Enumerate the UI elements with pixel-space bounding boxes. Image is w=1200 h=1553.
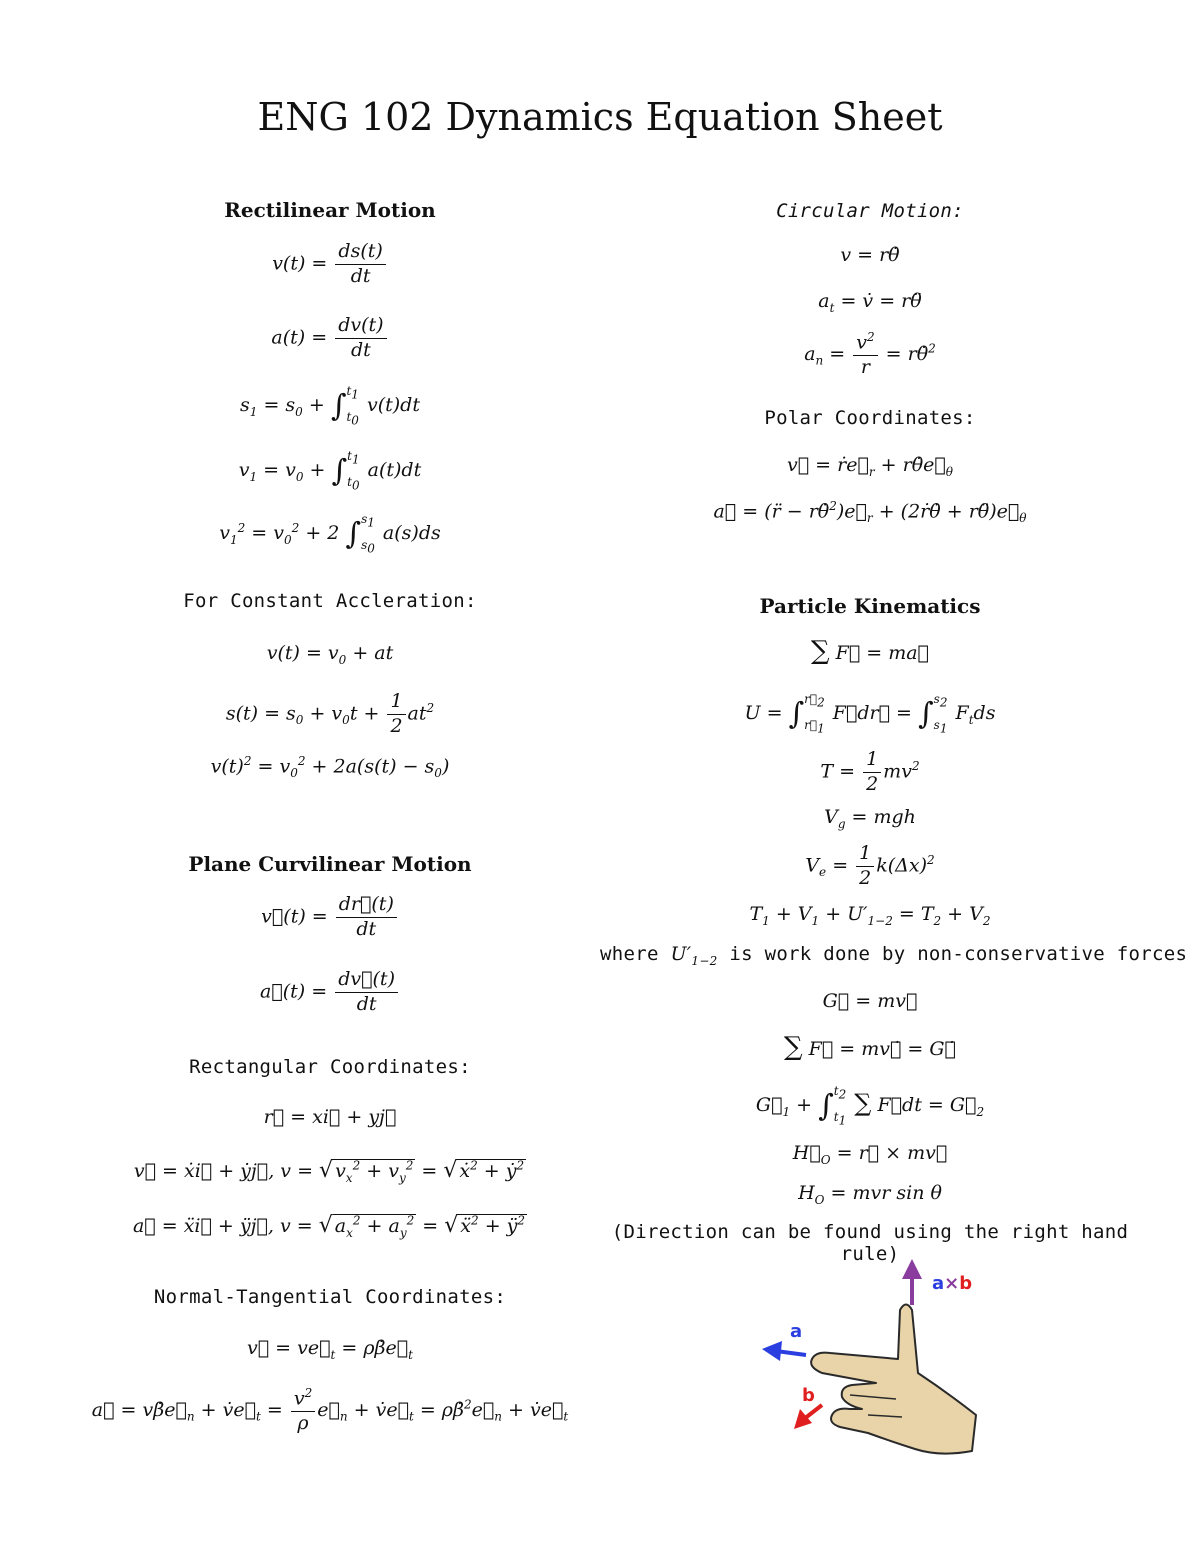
eq-polar-acceleration: a⃗ = (r̈ − $r\thetȧ^2)e⃗_r$ + (2ṙθ̇ + $r\thetä)e⃗_\theta$ (713, 499, 1027, 526)
nt-coords-label: Normal-Tangential Coordinates: (153, 1286, 507, 1308)
eq-angular-momentum: $H⃗_O$ = r⃗ × mv⃗ (792, 1142, 948, 1167)
eq-velocity: v(t) = $\frac{ds(t)}{dt}$ (80, 240, 580, 289)
eq-polar-velocity: v⃗ = $ṙe⃗_r$ + $r\thetȧe⃗_\theta$ (786, 454, 954, 479)
page-title: ENG 102 Dynamics Equation Sheet (257, 95, 943, 139)
eq-circ-velocity: v = rθ̇ (840, 244, 900, 266)
eq-const-velocity-squared: $v(t)^2 = v_0^2 + 2a(s(t) - s_0)$ (210, 754, 450, 781)
polar-label: Polar Coordinates: (764, 407, 976, 429)
eq-momentum: G⃗ = mv⃗ (822, 990, 918, 1012)
note-suffix: is work done by non-conservative forces (729, 943, 1188, 965)
eq-acceleration: a(t) = $\frac{dv(t)}{dt}$ (80, 314, 580, 363)
particle-heading: Particle Kinematics (759, 594, 981, 618)
nonconservative-note: where $U'_{1-2}$ is work done by non-conservative forces (600, 943, 1188, 968)
eq-nt-acceleration: a⃗ = $v\betȧe⃗_n$ + $v̇e⃗_t$ = $\frac{v^2}{\rho}$ $e⃗_n$ + $v̇e⃗_t$ = $\rho\betȧ^2e⃗_n$ + $v̇e⃗_t$ (91, 1386, 569, 1435)
eq-const-velocity: $v(t) = v_0$ + at (266, 642, 394, 667)
eq-circ-tangential: $a_t$ = v̇ = rθ̈ (818, 290, 922, 315)
cross-label-b: b (959, 1273, 973, 1294)
eq-rect-position: r⃗ = xi⃗ + yj⃗ (263, 1106, 397, 1128)
eq-const-position: $s(t) = s_0 + v_0t$ + $\frac{1}{2}$ $at^2$ (225, 690, 435, 737)
label-b: b (802, 1385, 815, 1406)
cross-label-a: a (932, 1273, 945, 1294)
eq-curv-velocity: v⃗(t) = $\frac{dr⃗(t)}{dt}$ (80, 893, 580, 942)
eq-gravity-potential: $V_g$ = mgh (824, 806, 916, 831)
eq-velocity-integral: $v_1 = v_0$ + ∫ $t_1$ $t_0$ a(t)dt (238, 449, 422, 493)
eq-work: U = ∫ $r⃗_2$ $r⃗_1$ F⃗dr⃗ = ∫ $s_2$ $s_1$ $F_tds$ (744, 692, 996, 736)
eq-curv-acceleration: a⃗(t) = $\frac{dv⃗(t)}{dt}$ (80, 968, 580, 1017)
eq-energy-conservation: $T_1 + V_1 + U'_{1-2} = T_2 + V_2$ (749, 903, 991, 928)
eq-nt-velocity: v⃗ = $ve⃗_t$ = $\rho\betȧe⃗_t$ (247, 1337, 413, 1362)
eq-newton: ∑ F⃗ = ma⃗ (811, 636, 929, 666)
right-hand-note: (Direction can be found using the right hand rule) (611, 1221, 1129, 1265)
curvilinear-heading: Plane Curvilinear Motion (188, 852, 472, 876)
note-prefix: where (600, 943, 659, 965)
eq-circ-normal: $a_n$ = $\frac{v^2}{r}$ = rθ̇$^2$ (804, 330, 936, 379)
hand-icon (811, 1305, 976, 1454)
circular-label: Circular Motion: (776, 200, 964, 222)
constant-accel-label: For Constant Accleration: (183, 590, 477, 612)
cross-label-x: × (944, 1273, 960, 1294)
eq-impulse: $G⃗_1$ + ∫ $t_2$ $t_1$ ∑ F⃗dt = $G⃗_2$ (755, 1084, 985, 1128)
eq-rect-velocity: v⃗ = ẋi⃗ + ẏj⃗, v = √ $v_x^2 + v_y^2$ = √ ẋ$^2$ + ẏ$^2$ (133, 1158, 525, 1185)
right-hand-rule-figure (750, 1255, 990, 1465)
eq-velocity-squared-integral: $v_1^2 = v_0^2 + 2$ ∫ $s_1$ $s_0$ a(s)ds (219, 512, 441, 556)
eq-rect-acceleration: a⃗ = ẍi⃗ + ÿj⃗, v = √ $a_x^2 + a_y^2$ = √ ẍ$^2$ + $ÿ^2$ (132, 1213, 526, 1240)
label-a: a (790, 1321, 803, 1342)
eq-elastic-potential: $V_e$ = $\frac{1}{2}$ $k(\Delta x)^2$ (805, 842, 935, 889)
eq-angular-magnitude: $H_O$ = mvr sin θ (798, 1182, 942, 1207)
eq-position-integral: $s_1 = s_0$ + ∫ $t_1$ $t_0$ v(t)dt (240, 384, 420, 428)
eq-kinetic-energy: T = $\frac{1}{2}$ $mv^2$ (820, 748, 920, 795)
rectilinear-heading: Rectilinear Motion (224, 198, 436, 222)
rect-coords-label: Rectangular Coordinates: (189, 1056, 471, 1078)
eq-impulse-rate: ∑ F⃗ = mv⃗̇ = G⃗̇ (784, 1032, 956, 1062)
cross-label (932, 1273, 972, 1294)
